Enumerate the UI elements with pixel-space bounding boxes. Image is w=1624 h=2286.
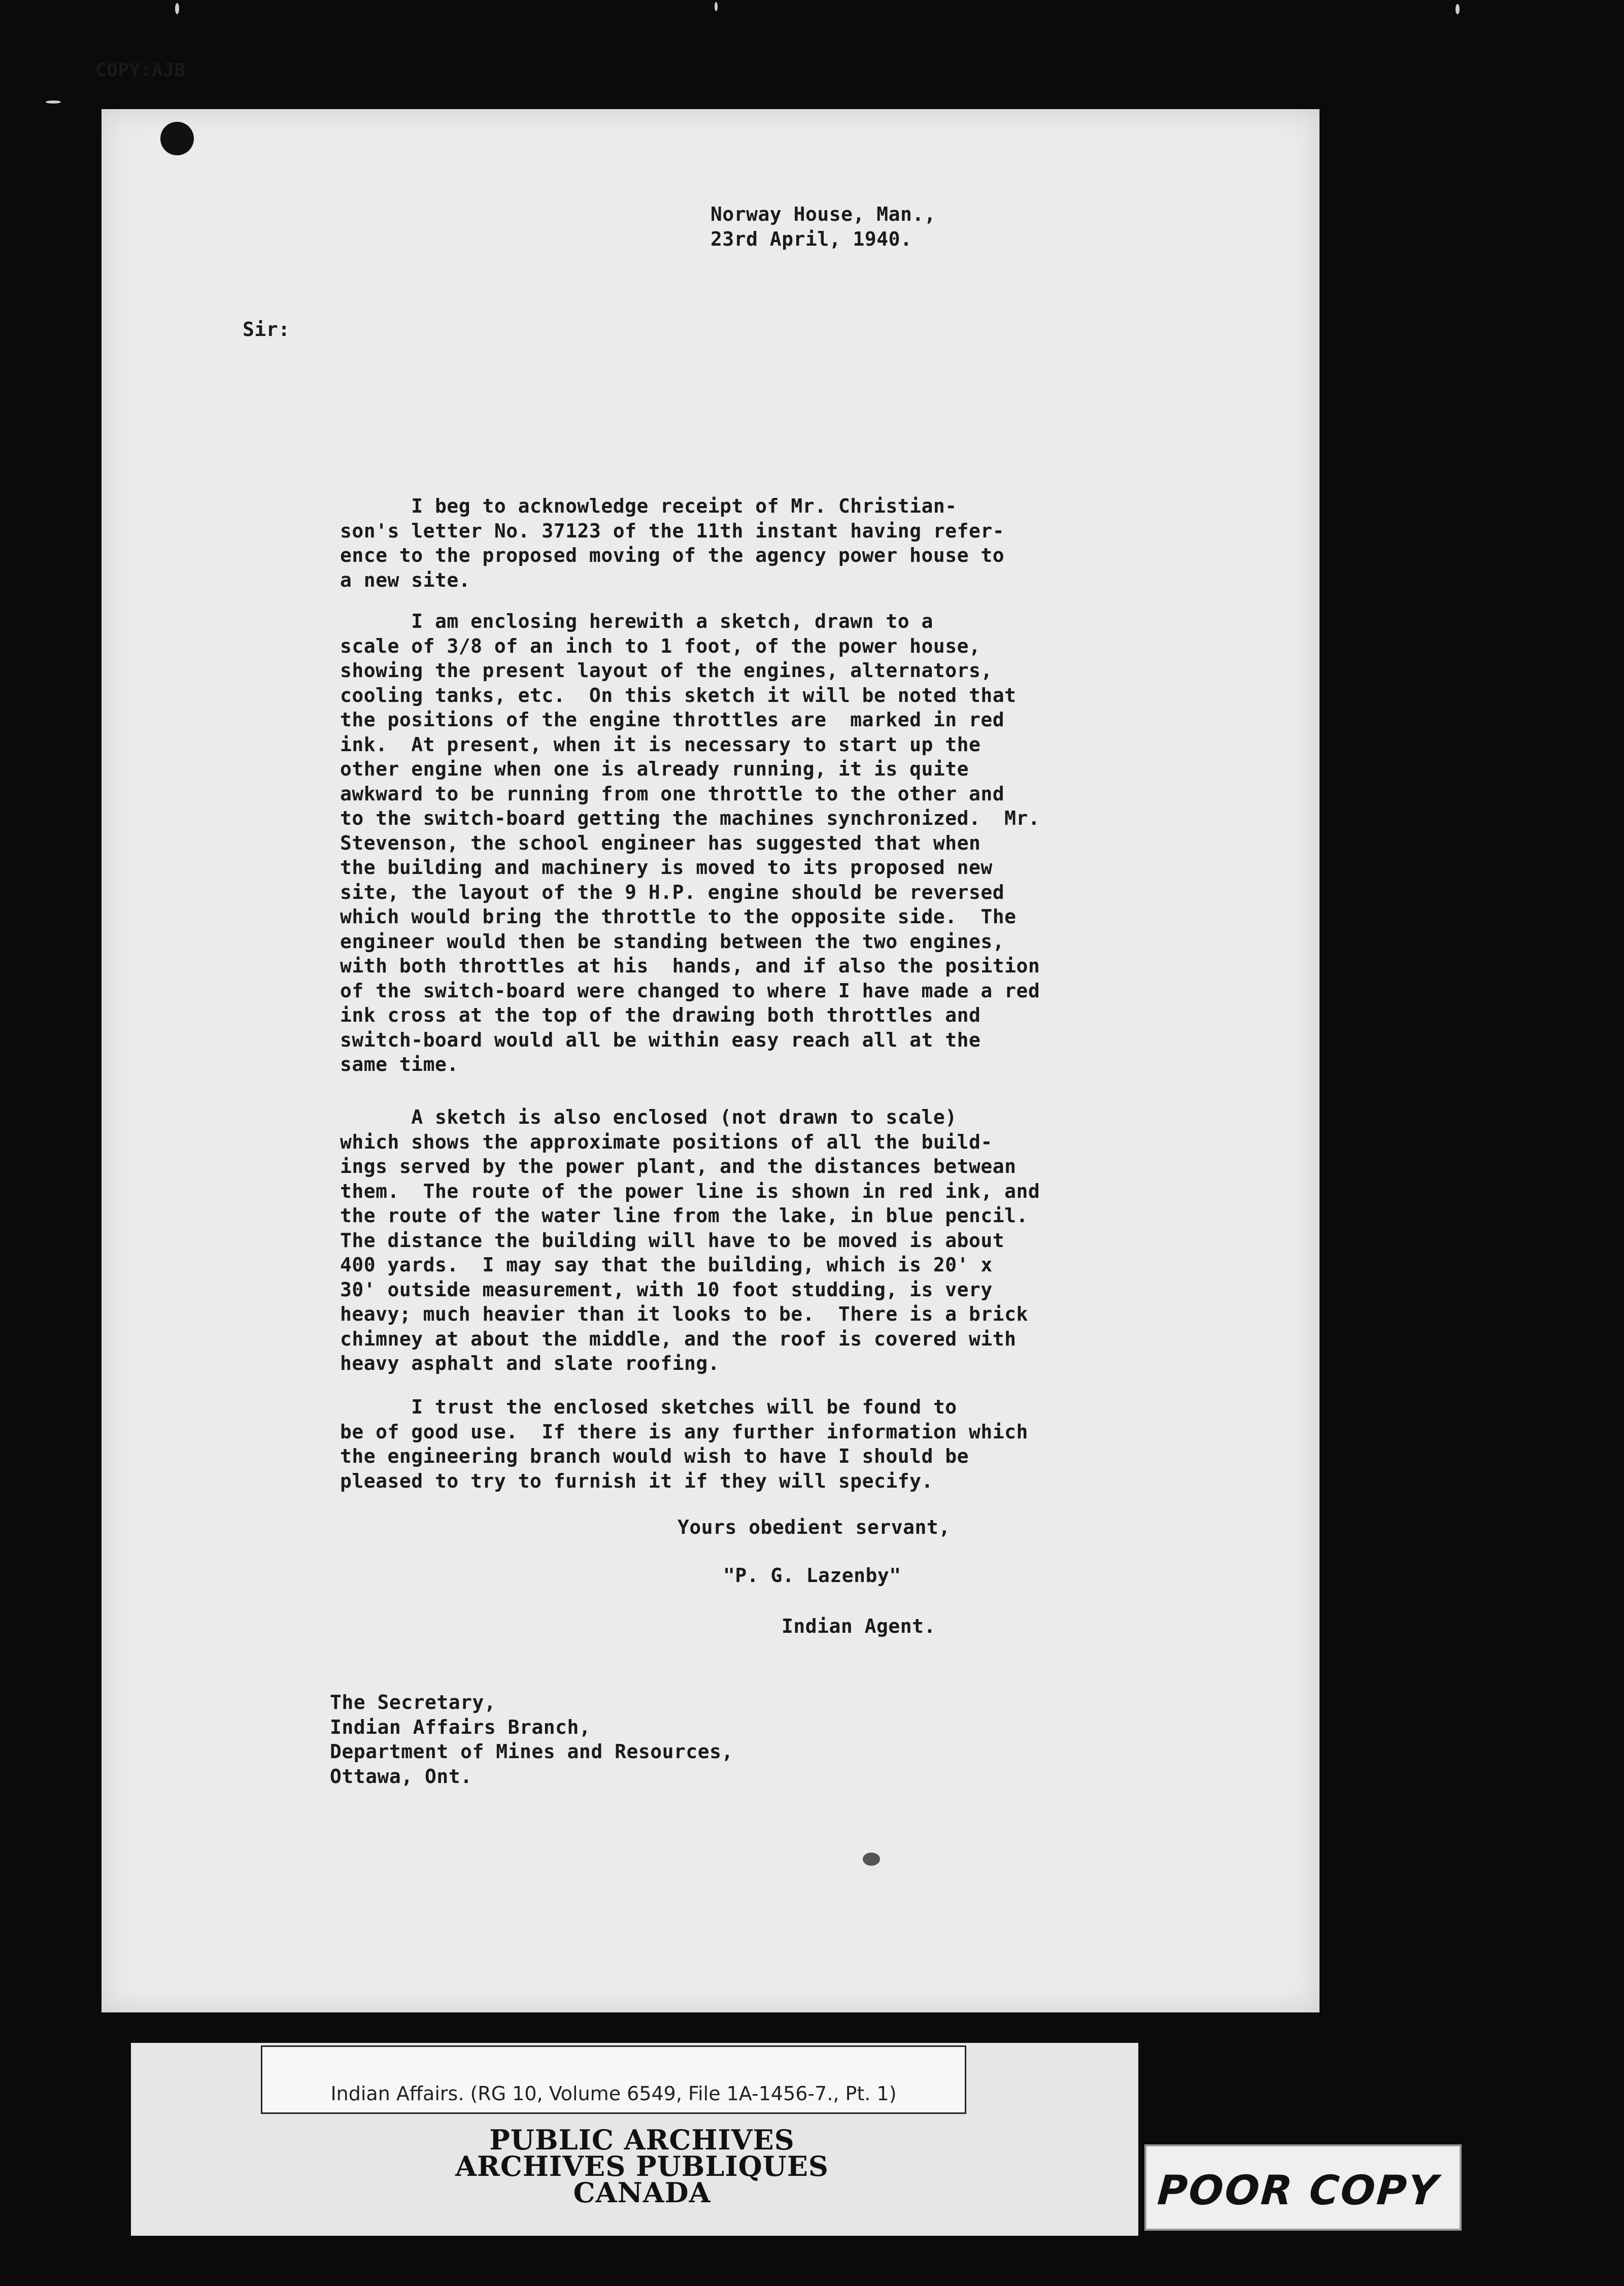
- letter-line: the building and machinery is moved to its proposed new: [340, 856, 993, 879]
- archives-line-2: ARCHIVES PUBLIQUES: [455, 2150, 829, 2182]
- letter-line: a new site.: [340, 568, 471, 591]
- place-date-block: [710, 202, 936, 251]
- copy-mark: COPY:AJB: [95, 60, 186, 81]
- archives-line-3: CANADA: [573, 2176, 711, 2209]
- letter-paragraph: [340, 1395, 1028, 1493]
- letter-line: Stevenson, the school engineer has suggested that when: [340, 831, 981, 854]
- letter-line: switch-board would all be within easy reach all at the: [340, 1028, 981, 1051]
- letter-line: other engine when one is already running, it is quite: [340, 758, 969, 780]
- letter-line: I beg to acknowledge receipt of Mr. Christian-: [340, 495, 957, 517]
- address-line: The Secretary,: [330, 1691, 496, 1713]
- letter-line: 30' outside measurement, with 10 foot studding, is very: [340, 1278, 993, 1301]
- letter-paragraph: [340, 1105, 1040, 1376]
- letter-line: heavy asphalt and slate roofing.: [340, 1352, 720, 1374]
- letter-line: same time.: [340, 1053, 459, 1075]
- letter-line: I trust the enclosed sketches will be found to: [340, 1396, 957, 1418]
- letter-line: 400 yards. I may say that the building, which is 20' x: [340, 1254, 993, 1276]
- letter-line: awkward to be running from one throttle to the other and: [340, 782, 1005, 805]
- letter-place: Norway House, Man.,: [710, 203, 936, 225]
- film-speck: [175, 3, 179, 14]
- archives-caption: [355, 2124, 929, 2209]
- salutation: Sir:: [243, 318, 290, 341]
- letter-line: the positions of the engine throttles are marked in red: [340, 709, 1005, 731]
- archive-reference-box: [261, 2045, 966, 2114]
- letter-line: scale of 3/8 of an inch to 1 foot, of the power house,: [340, 634, 981, 657]
- letter-line: heavy; much heavier than it looks to be. There is a brick: [340, 1303, 1028, 1325]
- letter-line: with both throttles at his hands, and if also the position: [340, 955, 1040, 977]
- letter-line: the route of the water line from the lake, in blue pencil.: [340, 1204, 1028, 1227]
- poor-copy-stamp: [1144, 2144, 1462, 2231]
- letter-line: chimney at about the middle, and the roof is covered with: [340, 1327, 1017, 1350]
- letter-line: The distance the building will have to be moved is about: [340, 1229, 1005, 1252]
- letter-line: engineer would then be standing between the two engines,: [340, 930, 1005, 953]
- letter-line: son's letter No. 37123 of the 11th instant having refer-: [340, 519, 1005, 542]
- letter-line: ink cross at the top of the drawing both throttles and: [340, 1004, 981, 1026]
- address-line: Indian Affairs Branch,: [330, 1716, 591, 1738]
- letter-paragraph: [340, 494, 1004, 592]
- letter-line: showing the present layout of the engines, alternators,: [340, 659, 993, 682]
- letter-line: the engineering branch would wish to have I should be: [340, 1445, 969, 1467]
- letter-line: of the switch-board were changed to where I have made a red: [340, 979, 1040, 1002]
- letter-line: them. The route of the power line is shown in red ink, and: [340, 1180, 1040, 1202]
- film-speck: [46, 100, 61, 104]
- closing: Yours obedient servant,: [678, 1516, 951, 1538]
- film-speck: [715, 2, 718, 11]
- letter-line: to the switch-board getting the machines synchronized. Mr.: [340, 807, 1040, 829]
- address-line: Ottawa, Ont.: [330, 1765, 472, 1788]
- letter-line: ence to the proposed moving of the agency power house to: [340, 544, 1005, 566]
- letter-line: ink. At present, when it is necessary to start up the: [340, 733, 981, 756]
- letter-line: be of good use. If there is any further information which: [340, 1420, 1028, 1443]
- ink-blot: [863, 1853, 880, 1866]
- poor-copy-text: POOR COPY: [1156, 2167, 1441, 2214]
- letter-line: cooling tanks, etc. On this sketch it will be noted that: [340, 684, 1017, 707]
- letter-line: A sketch is also enclosed (not drawn to scale): [340, 1106, 957, 1128]
- film-speck: [1456, 4, 1460, 14]
- letter-line: which shows the approximate positions of all the build-: [340, 1130, 993, 1153]
- signature: "P. G. Lazenby": [723, 1564, 901, 1587]
- letter-line: ings served by the power plant, and the distances betwean: [340, 1155, 1017, 1178]
- archive-reference: Indian Affairs. (RG 10, Volume 6549, File 1A-1456-7., Pt. 1): [330, 2082, 897, 2105]
- letter-line: which would bring the throttle to the opposite side. The: [340, 905, 1017, 928]
- letter-paragraph: [340, 609, 1040, 1077]
- archives-line-1: PUBLIC ARCHIVES: [489, 2124, 795, 2156]
- address-line: Department of Mines and Resources,: [330, 1740, 733, 1763]
- letter-date: 23rd April, 1940.: [710, 227, 912, 250]
- signer-title: Indian Agent.: [782, 1615, 936, 1637]
- ink-blot: [160, 122, 194, 155]
- letter-line: I am enclosing herewith a sketch, drawn to a: [340, 610, 933, 632]
- letter-line: site, the layout of the 9 H.P. engine should be reversed: [340, 881, 1005, 903]
- letter-line: pleased to try to furnish it if they will specify.: [340, 1469, 933, 1492]
- recipient-address: [330, 1690, 733, 1789]
